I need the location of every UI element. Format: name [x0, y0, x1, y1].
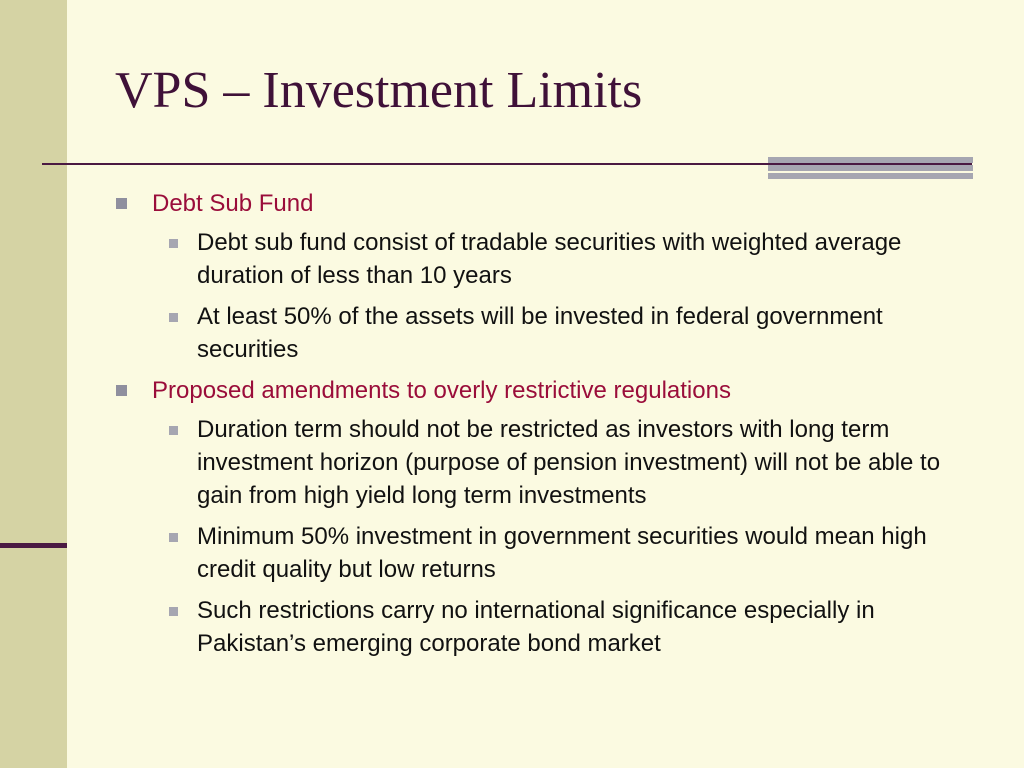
square-bullet-icon: [116, 198, 127, 209]
square-bullet-icon: [169, 533, 178, 542]
bullet-item: [112, 520, 982, 586]
bullet-text: Minimum 50% investment in government securities would mean high credit quality but low returns: [197, 523, 927, 583]
bullet-item: [112, 594, 982, 660]
bullet-text: Debt sub fund consist of tradable securities with weighted average duration of less than 10 years: [197, 229, 902, 289]
decorative-bar: [768, 165, 973, 171]
square-bullet-icon: [169, 313, 178, 322]
bullet-item: [112, 300, 982, 366]
section-heading-text: Proposed amendments to overly restrictive regulations: [152, 377, 731, 404]
square-bullet-icon: [169, 607, 178, 616]
section-heading-text: Debt Sub Fund: [152, 190, 314, 217]
decorative-bar: [768, 157, 973, 163]
bullet-item: [112, 413, 982, 512]
decorative-bar: [768, 173, 973, 179]
section-heading-proposed-amendments: [112, 374, 982, 407]
bullet-list: [112, 226, 982, 366]
section-heading-debt-sub-fund: [112, 187, 982, 220]
square-bullet-icon: [116, 385, 127, 396]
slide-body: [112, 186, 982, 668]
left-decorative-band: [0, 0, 67, 768]
square-bullet-icon: [169, 426, 178, 435]
left-accent-line: [0, 543, 67, 548]
bullet-text: Duration term should not be restricted as investors with long term investment horizon (purpose of pension investment) will not be able to gain from high yield long term investments: [197, 416, 941, 509]
slide-title: VPS – Investment Limits: [115, 62, 643, 119]
bullet-text: Such restrictions carry no international significance especially in Pakistan’s emerging corporate bond market: [197, 597, 875, 657]
bullet-item: [112, 226, 982, 292]
bullet-text: At least 50% of the assets will be invested in federal government securities: [197, 303, 883, 363]
title-decorative-bars: [768, 156, 973, 180]
bullet-list: [112, 413, 982, 660]
square-bullet-icon: [169, 239, 178, 248]
